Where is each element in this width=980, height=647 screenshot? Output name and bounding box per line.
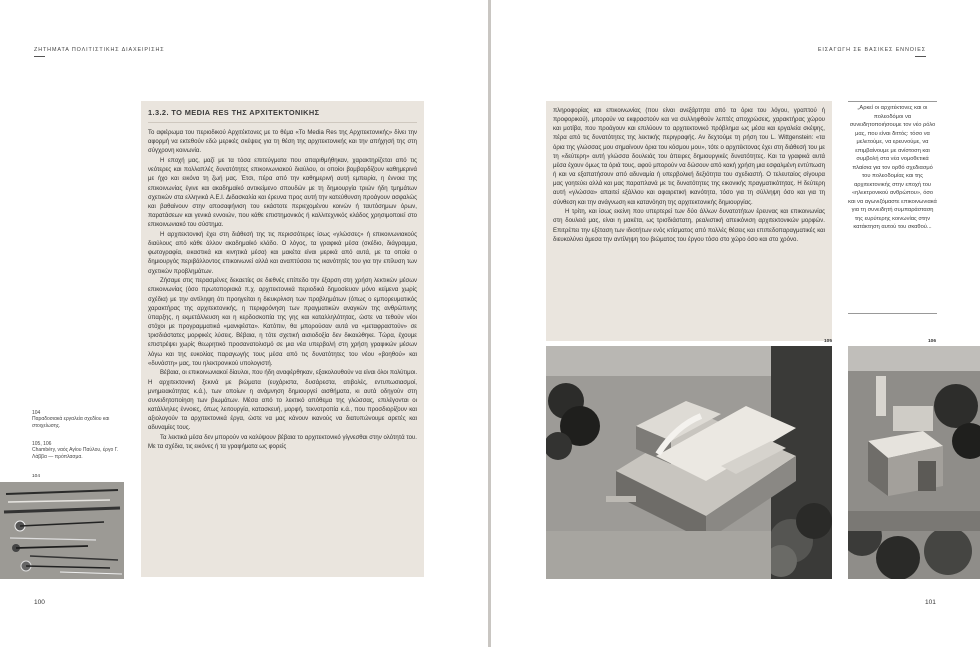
paragraph: Η εποχή μας, μαζί με τα τόσα επιτεύγματα που απαριθμήθηκαν, χαρακτηρίζεται από τις νεότερες και πολλαπλές δυνατότητες επικοινωνιακού διαύλου, οι οποίοι βομβαρδίζουν καθημερινά με ήχο και εικόνα τη ζωή μας. Έτσι, πέρα από την καθημερινή αυτή εμπειρία, η έννοια της επικοινωνίας έγινε και ακαδημαϊκό αντικείμενο σπουδών με τη δημιουργία τριών ήδη τμημάτων σχετικών στα ελληνικά Α.Ε.Ι. Διδασκαλία και έρευνα προς αυτή την κατεύθυνση προάγουν ασφαλώς και βαθαίνουν στην αποσαφήνιση του εκάστοτε περιεχομένου κοινών ή ταυτόσημων όρων, παρατάσεων και γενικά εννοιών, που κάθε επιστημονικός ή καλλιτεχνικός κλάδος χρησιμοποιεί στο επικοινωνιακό του σύστημα. <box>148 158 417 229</box>
figure-label-105: 105 <box>824 339 833 344</box>
drawing-tools-image <box>0 482 124 579</box>
caption-104 <box>32 410 124 429</box>
paragraph: Βέβαια, οι επικοινωνιακοί δίαυλοι, που ήδη αναφέρθηκαν, εξακολουθούν να είναι όλοι πολύτιμοι. Η αρχιτεκτονική ξεκινά με βιώματα (ευχάριστα, δυσάρεστα, ατιβολές, εντυπωσιασμοί, μνημειακότητας κ.ά.), των οποίων η ανάμνηση δημιουργεί αισθήματα, κι αυτά οδηγούν στη συνειδητοποίηση των βιωμάτων. Μέσα από το λεκτικό απόθεμα της γλώσσας, επιλέγονται οι κατάλληλες έννοιες, όπως λειτουργία, κατασκευή, μορφή, τεκνοτροπία κ.ά., που προσδιορίζουν και αξιολογούν τα αρχιτεκτονικά έργα, ώστε να μας κάνουν ικανούς να διατυπώνουμε αρετές και αδυναμίες τους. <box>148 370 417 432</box>
sidebar-quote: „Αρκεί οι αρχιτέκτονες και οι πολεοδόμοι να συνειδητοποιήσουμε τον νέο ρόλο μας, που είναι διττός: τόσο να μελετούμε, να ερευνούμε, να επιμβαίνουμε με ανίστοση και συμβολή στα νέα νομοθετικά πλαίσια για τον ορθό σχεδιασμό του πολεοδομίας και της αρχιτεκτονικής στην εποχή του «ηλεκτρονικού ανθρώπου», όσο και να αγωνιζόμαστε επικοινωνιακά για τη συνειδητή συμπαράσταση της ευρύτερης κοινωνίας στην κατάκτηση αυτού του σκαθού... <box>848 101 937 314</box>
architectural-model-photo-105 <box>546 346 832 579</box>
paragraph: πληροφορίας και επικοινωνίας (που είναι ανεξάρτητα από τα όρια του λόγου, γραπτού ή προφορικού), μπορούν να εκφραστούν και να συλληφθούν λεπτές αποχρώσεις, χαρακτήρας χώρου και μοτίβα, που προάγουν και επιλύουν το αρχιτεκτονικό πρόβλημα ως μέσα και εργαλεία σκέψης, πέρα από τις δυνατότητες της λεκτικής περιγραφής. Αν δεχτούμε τη ρήση του L. Wittgenstein: «τα όρια της γλώσσας μου σημαίνουν όρια του κόσμου μου», τότε ο αρχιτέκτονας έχει στη διάθεσή του με τη «δεύτερη» αυτή γλώσσα δουλειάς του άπειρες δημιουργικές δυνατότητες. Και τα γραφικά αυτά μέσα έχουν όμως τα όριά τους, αφού μπορούν να δώσουν από κακή χρήση μια εσφαλμένη εντύπωση ή και να εξαπατήσουν από αδυναμία ή υπερβολική δεξιότητα του σχεδιαστή. Ο τελευταίος σίγουρα μας γοητεύει αλλά και μας παραπλανά με τις δυνατότητες της εικονικής πραγματικότητας. Η δεύτερη αυτή «γλώσσα» απαιτεί εξάλλου και αφαιρετική ικανότητα, τόσο για τη σύλληψη όσο και για τη σύνθεση και την ανάγνωση και κατανόηση της αρχιτεκτονικής δημιουργίας. <box>553 108 825 206</box>
model-image-105 <box>546 346 832 579</box>
caption-text: Παραδοσιακά εργαλεία σχεδίου και στοιχείωσης. <box>32 416 110 429</box>
caption-number: 105, 106 <box>32 441 52 447</box>
main-text-column-left <box>141 101 424 577</box>
section-title: 1.3.2. ΤΟ MEDIA RES ΤΗΣ ΑΡΧΙΤΕΚΤΟΝΙΚΗΣ <box>148 101 417 123</box>
caption-text: Chambéry, ναός Αγίου Παύλου, έργο Γ. Λάββα — πρόπλασμα. <box>32 447 119 460</box>
left-page <box>0 0 488 647</box>
paragraph: Ζήσαμε στις περασμένες δεκαετίες σε διεθνές επίπεδο την έξαρση στη χρήση λεκτικών μέσων επικοινωνίας (όσο πρωτοποριακά π.χ. αρχιτεκτονικά περιοδικά δημοσίευαν μόνο κείμενα χωρίς σχέδια) με την αντίληψη ότι προηγείται η διευκρίνιση των προβλημάτων (όπως ο εμπορευματικός χαρακτήρας της αρχιτεκτονικής, η περιφρόνηση των πραγματικών αναγκών της ανθρώπινης ύπαρξης, η εκμετάλλευση και η κερδοσκοπία της γης και καταλληλότητας, ώστε να τεθούν νέοι στόχοι με προγραμματικά «μανιφέστα». Κατόπιν, θα μπορούσαν αυτά να «μεταφραστούν» σε τρισδιάστατες μορφικές λύσεις. Βέβαια, η τότε σχετική αισιοδοξία δεν δικαιώθηκε. Τώρα, έχουμε επιστρέψει χωρίς θεωρητικό προσανατολισμό σε μια νέα υπερβολή στη χρήση γραφικών μέσων λόγω και της ευκολίας παραγωγής τους μέσα από τις δυνατότητες του νέου «βοηθού» και «δυνάστη» μας, του ηλεκτρονικού υπολογιστή. <box>148 278 417 367</box>
figure-label-104: 104 <box>32 474 41 479</box>
main-text-column-right <box>546 101 832 341</box>
paragraph: Το αφιέρωμα του περιοδικού Αρχιτέκτονες με το θέμα «Το Media Res της Αρχιτεκτονικής» δίνει την αφορμή να εκτεθούν εδώ μερικές σκέψεις για τη θέση της αρχιτεκτονικής και την απήχησή της στη σύγχρονη κοινωνία. <box>148 130 417 155</box>
running-head-left: ΖΗΤΗΜΑΤΑ ΠΟΛΙΤΙΣΤΙΚΗΣ ΔΙΑΧΕΙΡΙΣΗΣ <box>34 47 165 53</box>
model-image-106 <box>848 346 980 579</box>
architectural-model-photo-106 <box>848 346 980 579</box>
caption-105-106 <box>32 441 124 460</box>
page-number-right: 101 <box>925 599 936 606</box>
page-number-left: 100 <box>34 599 45 606</box>
caption-number: 104 <box>32 410 41 416</box>
running-head-rule <box>915 56 926 57</box>
drawing-tools-photo <box>0 482 124 579</box>
paragraph: Τα λεκτικά μέσα δεν μπορούν να καλύψουν βέβαια το αρχιτεκτονικό γίγνεσθαι στην ολότητά του. Με τα σχέδια, τις εικόνες ή τα γραφήματα ως φορείς <box>148 435 417 451</box>
running-head-rule <box>34 56 45 57</box>
paragraph: Η αρχιτεκτονική έχει στη διάθεσή της τις περισσότερες ίσως «γλώσσες» ή επικοινωνιακούς διαύλους από κάθε άλλον ακαδημαϊκό κλάδο. Ο λόγος, τα γραφικά μέσα (σκέδιο, διάγραμμα, φωτογραφία, εικαστικά και κινητικά μέσα) και μακέτα είναι μερικά από αυτά, με τα οποία ο δημιουργός περιβάλλοντος επικοινωνεί αλλά και αναπτύσσει τις ικανότητές του για την επίλυση των σχετικών προβλημάτων. <box>148 231 417 275</box>
running-head-right: ΕΙΣΑΓΩΓΗ ΣΕ ΒΑΣΙΚΕΣ ΕΝΝΟΙΕΣ <box>817 47 926 53</box>
paragraph: Η τρίτη, και ίσως εκείνη που υπερτερεί των δύο άλλων δυνατοτήτων έρευνας και επικοινωνίας στη δουλειά μας, είναι η μακέτα, ως τρισδιάστατη, ρεαλιστική απεικόνιση αρχιτεκτονικών μορφών. Επιτρέπει την εξέταση των ιδιοτήτων ενός κτίσματος από πολλές θέσεις και επιπεδοπαραγματικές και διευκολύνει άμεσα την αντίληψη του βιώματος του έργου τόσο στο χώρο όσο και στο χρόνο. <box>553 209 825 243</box>
right-page <box>491 0 980 647</box>
figure-label-106: 106 <box>928 339 937 344</box>
